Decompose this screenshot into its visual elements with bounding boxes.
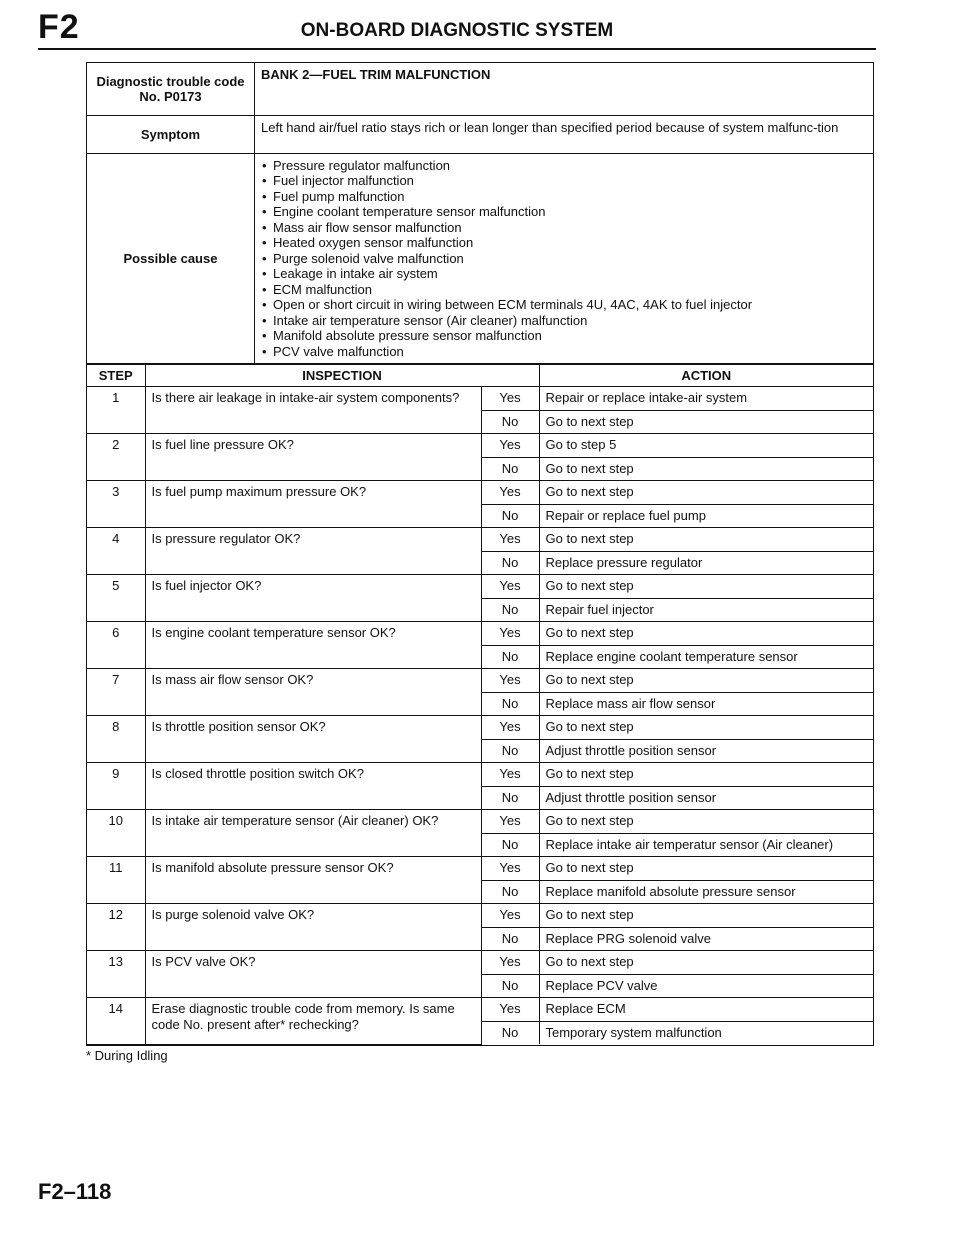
inspection-text: Is purge solenoid valve OK? bbox=[145, 904, 481, 951]
answer-yes: Yes bbox=[481, 387, 539, 411]
answer-no: No bbox=[481, 880, 539, 904]
action-no: Temporary system malfunction bbox=[539, 1021, 873, 1044]
step-number: 12 bbox=[87, 904, 145, 951]
action-yes: Go to next step bbox=[539, 622, 873, 646]
action-header: ACTION bbox=[539, 365, 873, 387]
action-no: Repair or replace fuel pump bbox=[539, 504, 873, 528]
action-no: Replace pressure regulator bbox=[539, 551, 873, 575]
inspection-text: Is PCV valve OK? bbox=[145, 951, 481, 998]
answer-no: No bbox=[481, 833, 539, 857]
inspection-text: Is engine coolant temperature sensor OK? bbox=[145, 622, 481, 669]
answer-yes: Yes bbox=[481, 575, 539, 599]
action-no: Replace manifold absolute pressure sensor bbox=[539, 880, 873, 904]
possible-cause-item: • Pressure regulator malfunction bbox=[273, 158, 867, 174]
answer-yes: Yes bbox=[481, 857, 539, 881]
inspection-text: Erase diagnostic trouble code from memory. Is same code No. present after* rechecking? bbox=[145, 998, 481, 1045]
inspection-header: INSPECTION bbox=[145, 365, 539, 387]
answer-yes: Yes bbox=[481, 481, 539, 505]
inspection-text: Is pressure regulator OK? bbox=[145, 528, 481, 575]
table-row bbox=[87, 434, 873, 458]
possible-cause-item: • Engine coolant temperature sensor malfunction bbox=[273, 204, 867, 220]
inspection-text: Is there air leakage in intake-air system components? bbox=[145, 387, 481, 434]
possible-cause-item: • Open or short circuit in wiring between ECM terminals 4U, 4AC, 4AK to fuel injector bbox=[273, 297, 867, 313]
action-no: Replace PRG solenoid valve bbox=[539, 927, 873, 951]
possible-cause-item: • Purge solenoid valve malfunction bbox=[273, 251, 867, 267]
table-row bbox=[87, 669, 873, 693]
action-no: Adjust throttle position sensor bbox=[539, 739, 873, 763]
page-header bbox=[38, 6, 876, 50]
inspection-text: Is throttle position sensor OK? bbox=[145, 716, 481, 763]
action-yes: Go to next step bbox=[539, 716, 873, 740]
step-number: 1 bbox=[87, 387, 145, 434]
answer-no: No bbox=[481, 551, 539, 575]
action-no: Go to next step bbox=[539, 457, 873, 481]
step-header: STEP bbox=[87, 365, 145, 387]
table-row bbox=[87, 481, 873, 505]
step-number: 8 bbox=[87, 716, 145, 763]
step-number: 7 bbox=[87, 669, 145, 716]
possible-cause-item: • PCV valve malfunction bbox=[273, 344, 867, 360]
answer-no: No bbox=[481, 739, 539, 763]
possible-cause-item: • Heated oxygen sensor malfunction bbox=[273, 235, 867, 251]
answer-yes: Yes bbox=[481, 998, 539, 1022]
possible-cause-label: Possible cause bbox=[87, 153, 255, 364]
table-row bbox=[87, 528, 873, 552]
section-code: F2 bbox=[38, 8, 80, 46]
answer-yes: Yes bbox=[481, 904, 539, 928]
table-row bbox=[87, 904, 873, 928]
section-title: ON-BOARD DIAGNOSTIC SYSTEM bbox=[300, 20, 614, 41]
answer-no: No bbox=[481, 410, 539, 434]
step-number: 4 bbox=[87, 528, 145, 575]
symptom-text: Left hand air/fuel ratio stays rich or lean longer than specified period because of system malfunc-tion bbox=[255, 115, 874, 153]
step-number: 11 bbox=[87, 857, 145, 904]
action-yes: Go to next step bbox=[539, 763, 873, 787]
possible-cause-item: • Fuel injector malfunction bbox=[273, 173, 867, 189]
action-no: Adjust throttle position sensor bbox=[539, 786, 873, 810]
steps-table bbox=[87, 364, 873, 1045]
possible-cause-item: • Intake air temperature sensor (Air cleaner) malfunction bbox=[273, 313, 867, 329]
answer-no: No bbox=[481, 598, 539, 622]
dtc-label: Diagnostic trouble code No. P0173 bbox=[87, 63, 255, 115]
action-no: Repair fuel injector bbox=[539, 598, 873, 622]
answer-no: No bbox=[481, 457, 539, 481]
possible-cause-list bbox=[261, 158, 867, 360]
inspection-text: Is fuel pump maximum pressure OK? bbox=[145, 481, 481, 528]
answer-no: No bbox=[481, 974, 539, 998]
answer-yes: Yes bbox=[481, 763, 539, 787]
answer-yes: Yes bbox=[481, 810, 539, 834]
action-yes: Go to next step bbox=[539, 951, 873, 975]
possible-cause-item: • Leakage in intake air system bbox=[273, 266, 867, 282]
answer-yes: Yes bbox=[481, 528, 539, 552]
inspection-text: Is manifold absolute pressure sensor OK? bbox=[145, 857, 481, 904]
table-row bbox=[87, 857, 873, 881]
step-number: 13 bbox=[87, 951, 145, 998]
action-no: Replace intake air temperatur sensor (Air cleaner) bbox=[539, 833, 873, 857]
action-no: Replace engine coolant temperature sensor bbox=[539, 645, 873, 669]
inspection-text: Is closed throttle position switch OK? bbox=[145, 763, 481, 810]
dtc-title: BANK 2—FUEL TRIM MALFUNCTION bbox=[255, 63, 874, 115]
diagnostic-table bbox=[86, 62, 874, 1046]
table-row bbox=[87, 387, 873, 411]
inspection-text: Is mass air flow sensor OK? bbox=[145, 669, 481, 716]
answer-no: No bbox=[481, 504, 539, 528]
possible-cause-cell bbox=[255, 153, 874, 364]
table-row bbox=[87, 998, 873, 1022]
dtc-info-table bbox=[87, 63, 873, 364]
action-yes: Repair or replace intake-air system bbox=[539, 387, 873, 411]
answer-no: No bbox=[481, 645, 539, 669]
action-yes: Go to next step bbox=[539, 575, 873, 599]
table-row bbox=[87, 716, 873, 740]
step-number: 10 bbox=[87, 810, 145, 857]
answer-yes: Yes bbox=[481, 622, 539, 646]
inspection-text: Is fuel injector OK? bbox=[145, 575, 481, 622]
step-number: 6 bbox=[87, 622, 145, 669]
steps-body bbox=[87, 387, 873, 1045]
action-no: Replace PCV valve bbox=[539, 974, 873, 998]
answer-no: No bbox=[481, 927, 539, 951]
table-row bbox=[87, 951, 873, 975]
step-number: 2 bbox=[87, 434, 145, 481]
action-yes: Replace ECM bbox=[539, 998, 873, 1022]
action-yes: Go to next step bbox=[539, 904, 873, 928]
possible-cause-item: • ECM malfunction bbox=[273, 282, 867, 298]
step-number: 9 bbox=[87, 763, 145, 810]
answer-yes: Yes bbox=[481, 951, 539, 975]
answer-yes: Yes bbox=[481, 716, 539, 740]
action-yes: Go to next step bbox=[539, 857, 873, 881]
action-no: Go to next step bbox=[539, 410, 873, 434]
step-number: 5 bbox=[87, 575, 145, 622]
inspection-text: Is fuel line pressure OK? bbox=[145, 434, 481, 481]
possible-cause-item: • Fuel pump malfunction bbox=[273, 189, 867, 205]
step-number: 14 bbox=[87, 998, 145, 1045]
table-row bbox=[87, 622, 873, 646]
inspection-text: Is intake air temperature sensor (Air cleaner) OK? bbox=[145, 810, 481, 857]
symptom-label: Symptom bbox=[87, 115, 255, 153]
table-row bbox=[87, 763, 873, 787]
page-number: F2–118 bbox=[38, 1179, 112, 1204]
steps-header-row bbox=[87, 365, 873, 387]
action-yes: Go to next step bbox=[539, 669, 873, 693]
answer-yes: Yes bbox=[481, 669, 539, 693]
step-number: 3 bbox=[87, 481, 145, 528]
answer-no: No bbox=[481, 692, 539, 716]
answer-no: No bbox=[481, 786, 539, 810]
action-yes: Go to next step bbox=[539, 481, 873, 505]
answer-no: No bbox=[481, 1021, 539, 1044]
action-yes: Go to next step bbox=[539, 810, 873, 834]
answer-yes: Yes bbox=[481, 434, 539, 458]
possible-cause-item: • Mass air flow sensor malfunction bbox=[273, 220, 867, 236]
possible-cause-item: • Manifold absolute pressure sensor malfunction bbox=[273, 328, 867, 344]
table-row bbox=[87, 575, 873, 599]
action-no: Replace mass air flow sensor bbox=[539, 692, 873, 716]
footnote: * During Idling bbox=[86, 1048, 168, 1063]
action-yes: Go to step 5 bbox=[539, 434, 873, 458]
table-row bbox=[87, 810, 873, 834]
action-yes: Go to next step bbox=[539, 528, 873, 552]
